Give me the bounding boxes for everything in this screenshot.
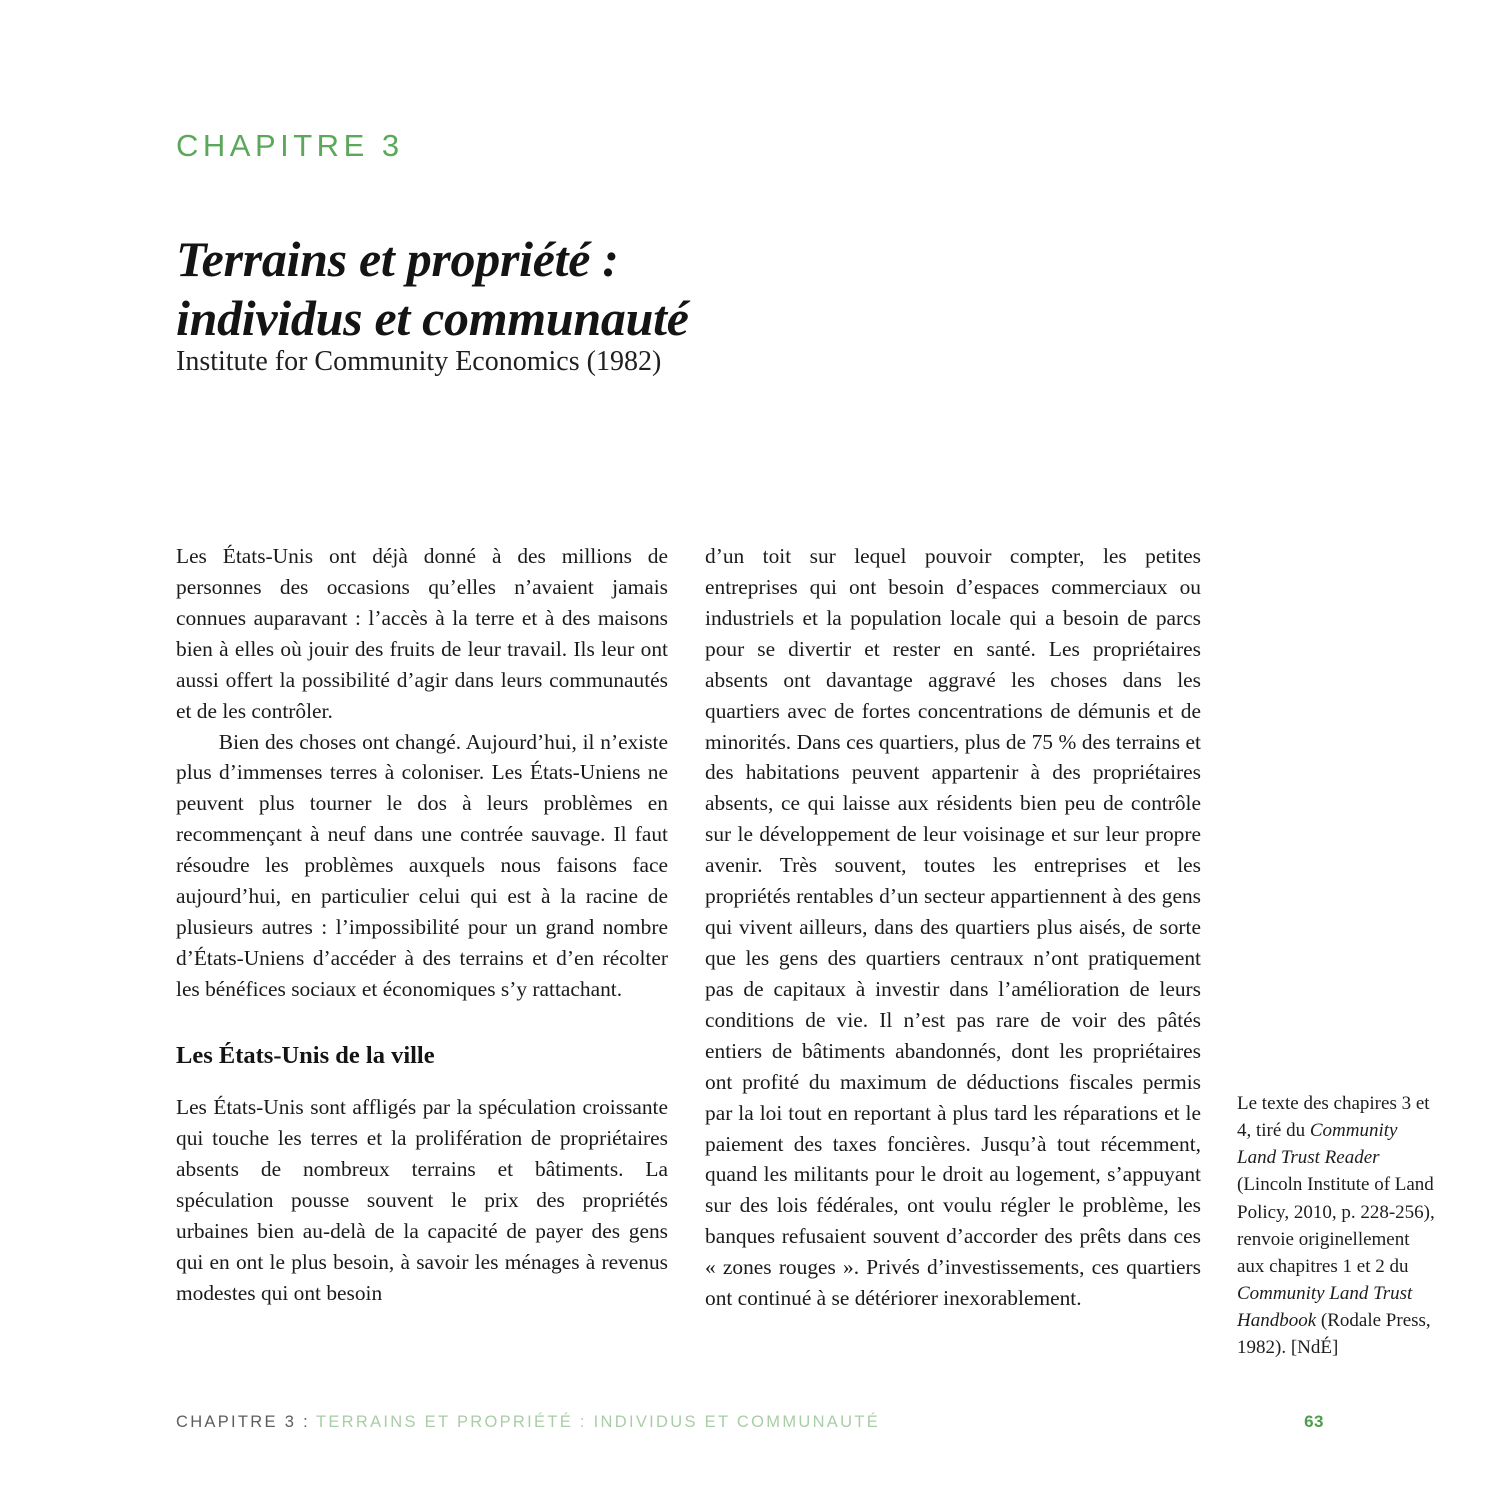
page-footer	[176, 1408, 1324, 1436]
paragraph: Les États-Unis ont déjà donné à des millions de personnes des occasions qu’elles n’avaient jamais connues auparavant : l’accès à la terre et à des maisons bien à elles où jouir des fruits de leur travail. Ils leur ont aussi offert la possibilité d’agir dans leurs communautés et de les contrôler.	[176, 544, 668, 723]
margin-note-text	[1237, 1090, 1437, 1362]
paragraph: Les États-Unis sont affligés par la spéculation croissante qui touche les terres et la prolifération de propriétaires absents de nombreux terrains et bâtiments. La spéculation pousse souvent le prix des propriétés urbaines bien au-delà de la capacité de payer des gens qui en ont le plus besoin, à savoir les ménages à revenus modestes qui ont besoin	[176, 1095, 668, 1305]
paragraph: Bien des choses ont changé. Aujourd’hui, il n’existe plus d’immenses terres à coloniser. Les États-Uniens ne peuvent plus tourner le dos à leurs problèmes en recommençant à neuf dans une contrée sauvage. Il faut résoudre les problèmes auxquels nous faisons face aujourd’hui, en particulier celui qui est à la racine de plusieurs autres : l’impossibilité pour un grand nombre d’États-Uniens d’accéder à des terrains et d’en récolter les bénéfices sociaux et économiques s’y rattachant.	[176, 729, 668, 1001]
footer-chapter-title: TERRAINS ET PROPRIÉTÉ : INDIVIDUS ET COMMUNAUTÉ	[315, 1412, 881, 1431]
section-heading: Les États-Unis de la ville	[176, 1041, 435, 1069]
body-column-right	[705, 541, 1201, 1314]
margin-note-italic-2: Community Land Trust Handbook	[1237, 1283, 1413, 1332]
footer-running-head	[176, 1413, 880, 1432]
margin-note-segment-2: (Lincoln Institute of Land Policy, 2010, p. 228-256), renvoie originellement aux chapitres 1 et 2 du	[1237, 1174, 1435, 1277]
footer-chapter-label: CHAPITRE 3 :	[176, 1412, 310, 1431]
page-title-line-2: individus et communauté	[176, 289, 689, 346]
page-title	[176, 230, 956, 348]
margin-note-segment-3: (Rodale Press, 1982). [NdÉ]	[1237, 1310, 1431, 1359]
page-title-line-1: Terrains et propriété :	[176, 230, 619, 287]
body-column-left	[176, 541, 668, 1309]
paragraph: d’un toit sur lequel pouvoir compter, les petites entreprises qui ont besoin d’espaces commerciaux ou industriels et la population locale qui a besoin de parcs pour se divertir et rester en santé. Les propriétaires absents ont davantage aggravé les choses dans les quartiers avec de fortes concentrations de démunis et de minorités. Dans ces quartiers, plus de 75 % des terrains et des habitations peuvent appartenir à des propriétaires absents, ce qui laisse aux résidents bien peu de contrôle sur le développement de leur voisinage et sur leur propre avenir. Très souvent, toutes les entreprises et les propriétés rentables d’un secteur appartiennent à des gens qui vivent ailleurs, dans des quartiers plus aisés, de sorte que les gens des quartiers centraux n’ont pratiquement pas de capitaux à investir dans l’amélioration de leurs conditions de vie. Il n’est pas rare de voir des pâtés entiers de bâtiments abandonnés, dont les propriétaires ont profité du maximum de déductions fiscales permis par la loi tout en reportant à plus tard les réparations et le paiement des taxes foncières. Jusqu’à tout récemment, quand les militants pour le droit au logement, s’appuyant sur des lois fédérales, ont voulu régler le problème, les banques refusaient souvent d’accorder des prêts dans ces « zones rouges ». Privés d’investissements, ces quartiers ont continué à se détériorer inexorablement.	[705, 544, 1201, 1311]
chapter-eyebrow: CHAPITRE 3	[176, 128, 404, 163]
margin-note-italic-1: Community Land Trust Reader	[1237, 1120, 1398, 1169]
chapter-byline: Institute for Community Economics (1982)	[176, 346, 662, 377]
margin-note-segment-1: Le texte des chapires 3 et 4, tiré du	[1237, 1093, 1430, 1142]
page-number: 63	[1304, 1412, 1324, 1431]
margin-note	[1237, 1090, 1437, 1362]
